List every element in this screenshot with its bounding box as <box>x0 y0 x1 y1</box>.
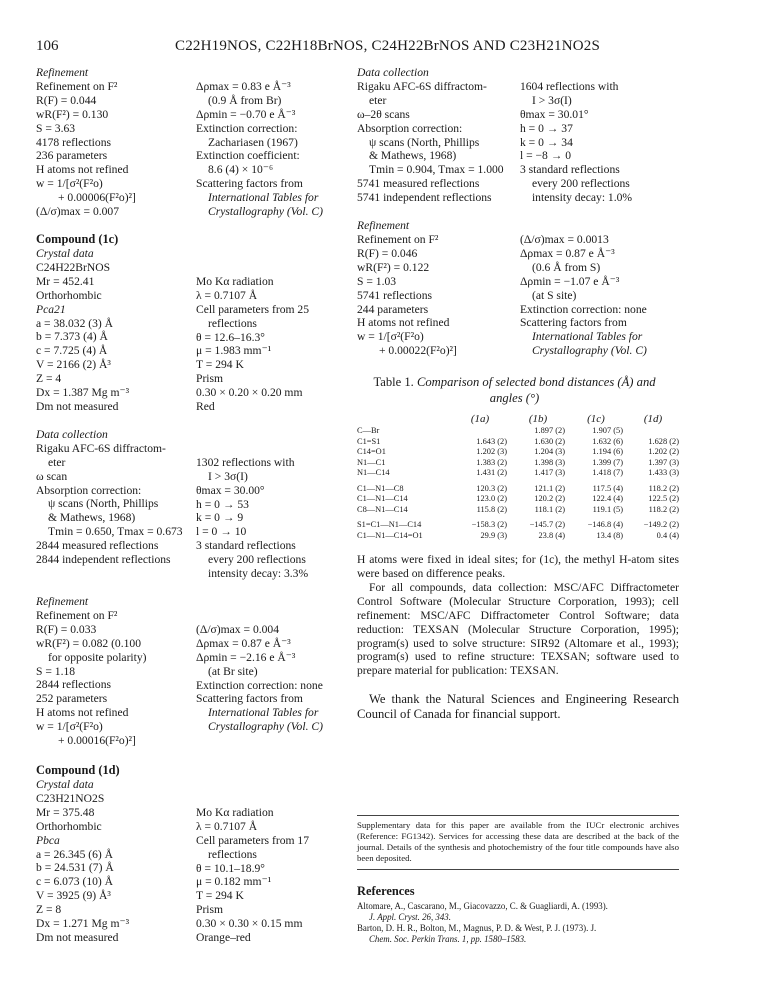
column-header: (1b) <box>528 413 548 426</box>
line: Δρmin = −2.16 e Å⁻³ <box>196 650 296 664</box>
table-cell: 115.8 (2) <box>476 504 507 514</box>
line: (0.9 Å from Br) <box>208 93 282 107</box>
table-cell: −145.7 (2) <box>529 520 565 530</box>
line: for opposite polarity) <box>48 650 147 664</box>
table-cell: 1.630 (2) <box>534 436 565 446</box>
data-collection-block <box>36 442 351 581</box>
table-cell: 1.204 (3) <box>534 447 565 457</box>
acknowledgement: We thank the Natural Sciences and Engineering Research Council of Canada for financial support. <box>357 692 679 722</box>
line: V = 3925 (9) Å³ <box>36 889 111 903</box>
section-heading: Crystal data <box>36 246 94 260</box>
table-cell: 1.202 (2) <box>648 447 679 457</box>
col-a <box>36 261 196 414</box>
table-row <box>357 484 679 495</box>
line: International Tables for <box>208 191 319 205</box>
line: k = 0 → 9 <box>196 511 244 525</box>
line: Absorption correction: <box>357 121 463 135</box>
section-heading: Refinement <box>357 219 410 233</box>
line: I > 3σ(I) <box>208 469 248 483</box>
line: S = 1.18 <box>36 664 76 678</box>
line: Scattering factors from <box>196 692 303 706</box>
line: wR(F²) = 0.122 <box>357 260 430 274</box>
line: Cell parameters from 17 <box>196 833 309 847</box>
line: (Δ/σ)max = 0.0013 <box>519 232 609 246</box>
line: Scattering factors from <box>196 177 303 191</box>
line: Refinement on F² <box>36 608 118 622</box>
table-row <box>357 447 679 458</box>
line: Orange–red <box>196 931 251 945</box>
line: Orthorhombic <box>36 819 102 833</box>
table-cell: C8—N1—C14 <box>357 504 408 514</box>
line: w = 1/[σ²(F²o) <box>36 177 103 191</box>
column-header: (1a) <box>470 413 490 426</box>
line: Tmin = 0.650, Tmax = 0.673 <box>48 525 183 539</box>
table-cell: 1.907 (5) <box>592 426 623 436</box>
line: w = 1/[σ²(F²o) <box>36 720 103 734</box>
reference <box>357 901 687 923</box>
table-cell: C1=S1 <box>357 436 381 446</box>
line: Extinction correction: <box>196 121 298 135</box>
line: Rigaku AFC-6S diffractom- <box>36 441 166 455</box>
line: c = 6.073 (10) Å <box>36 875 114 889</box>
line: R(F) = 0.044 <box>36 93 97 107</box>
line: Pbca <box>36 833 60 847</box>
line: C24H22BrNOS <box>36 260 111 274</box>
table-row <box>357 437 679 448</box>
line: 0.30 × 0.20 × 0.20 mm <box>196 386 303 400</box>
line: T = 294 K <box>196 358 244 372</box>
line: I > 3σ(I) <box>531 93 572 107</box>
table-cell: 1.643 (2) <box>476 436 507 446</box>
col-b <box>196 261 351 414</box>
line: Extinction correction: none <box>196 678 323 692</box>
reference-line: Chem. Soc. Perkin Trans. 1, pp. 1580–1583. <box>369 934 527 944</box>
table-cell: C—Br <box>357 426 380 436</box>
table-cell: C1—N1—C14=O1 <box>357 530 423 540</box>
line: Crystallography (Vol. C) <box>208 205 323 219</box>
line: H atoms not refined <box>36 706 129 720</box>
page-number: 106 <box>36 38 59 54</box>
col-a <box>36 80 196 219</box>
table-caption <box>357 374 672 390</box>
col-a <box>36 792 196 945</box>
line: ψ scans (North, Phillips <box>369 135 480 149</box>
line: Δρmax = 0.87 e Å⁻³ <box>196 636 291 650</box>
table-cell: 1.628 (2) <box>648 436 679 446</box>
line: 8.6 (4) × 10⁻⁶ <box>208 163 273 177</box>
table-cell: N1—C14 <box>357 468 390 478</box>
line: Mr = 452.41 <box>36 274 95 288</box>
table-row <box>357 520 679 531</box>
col-b <box>514 80 672 205</box>
col-a <box>357 233 514 358</box>
line: S = 3.63 <box>36 121 76 135</box>
table-cell: 1.398 (3) <box>534 457 565 467</box>
line: intensity decay: 1.0% <box>531 191 633 205</box>
supplementary-note: Supplementary data for this paper are available from the IUCr electronic archives (Reference: FG1342). Services for accessing these data are described at the back of the journal. Details of the synthesis and photochemistry of the four title compounds have also been deposited. <box>357 820 679 863</box>
line: θ = 12.6–16.3° <box>196 330 265 344</box>
line: Mo Kα radiation <box>196 274 274 288</box>
line: a = 38.032 (3) Å <box>36 316 114 330</box>
line: C23H21NO2S <box>36 791 105 805</box>
column-header: (1c) <box>587 413 605 426</box>
line: l = 0 → 10 <box>196 525 247 539</box>
line: b = 24.531 (7) Å <box>36 861 114 875</box>
table-cell: 13.4 (8) <box>596 530 623 540</box>
line: Dx = 1.271 Mg m⁻³ <box>36 917 130 931</box>
line: Dm not measured <box>36 930 119 944</box>
line: Refinement on F² <box>36 79 118 93</box>
line: reflections <box>208 316 257 330</box>
line: Mr = 375.48 <box>36 805 95 819</box>
refinement-block <box>36 80 351 219</box>
table-cell: 118.2 (2) <box>648 504 679 514</box>
table-cell: −158.3 (2) <box>471 520 507 530</box>
table-row <box>357 494 679 505</box>
line: Δρmax = 0.87 e Å⁻³ <box>519 246 615 260</box>
left-column <box>36 66 351 945</box>
line: eter <box>369 93 387 107</box>
table-cell: 117.5 (4) <box>592 483 623 493</box>
line: Crystallography (Vol. C) <box>531 344 647 358</box>
line: H atoms not refined <box>36 163 129 177</box>
table-cell: 23.8 (4) <box>538 530 565 540</box>
table-cell: 1.383 (2) <box>476 457 507 467</box>
line: h = 0 → 37 <box>519 121 573 135</box>
table-cell: 121.1 (2) <box>534 483 565 493</box>
compound-heading: Compound (1c) <box>36 231 119 246</box>
table-cell: 1.632 (6) <box>592 436 623 446</box>
table-cell: 118.2 (2) <box>648 483 679 493</box>
table-header-row <box>357 412 679 426</box>
table-cell: 120.3 (2) <box>476 483 507 493</box>
table-cell: 123.0 (2) <box>476 494 507 504</box>
paragraph: H atoms were fixed in ideal sites; for (1c), the methyl H-atom sites were based on difference peaks. <box>357 553 679 581</box>
line: (Δ/σ)max = 0.004 <box>196 622 280 636</box>
reference-line: Altomare, A., Cascarano, M., Giacovazzo, C. & Guagliardi, A. (1993). <box>357 901 608 911</box>
table-cell: 0.4 (4) <box>656 530 679 540</box>
line: Zachariasen (1967) <box>208 135 298 149</box>
line: 5741 reflections <box>357 288 433 302</box>
table-cell: 118.1 (2) <box>534 504 565 514</box>
line: Mo Kα radiation <box>196 805 274 819</box>
col-a <box>357 80 514 205</box>
paragraph: For all compounds, data collection: MSC/AFC Diffractometer Control Software (Molecular Structure Corporation, 1993); cell refinement: MSC/AFC Diffractometer Control Software; data reduction: TEXSAN (Molecular Structure Corporation, 1995); program(s) used to solve structure: SIR92 (Altomare et al., 1993); program(s) used to refine structure: TEXSAN; software used to prepare material for publication: TEXSAN. <box>357 580 679 678</box>
col-b <box>196 442 351 581</box>
line: Extinction coefficient: <box>196 149 300 163</box>
line: 2844 reflections <box>36 678 112 692</box>
line: k = 0 → 34 <box>519 135 573 149</box>
line: V = 2166 (2) Å³ <box>36 358 111 372</box>
line: Prism <box>196 903 224 917</box>
line: b = 7.373 (4) Å <box>36 330 108 344</box>
table-cell: 1.418 (7) <box>592 468 623 478</box>
table-cell: 1.433 (3) <box>648 468 679 478</box>
table-cell: 1.194 (6) <box>592 447 623 457</box>
line: 1604 reflections with <box>519 79 619 93</box>
table-cell: −146.8 (4) <box>587 520 623 530</box>
data-collection-block <box>357 80 672 205</box>
reference-line: Barton, D. H. R., Bolton, M., Magnus, P. D. & West, P. J. (1973). J. <box>357 923 597 933</box>
table-cell: S1=C1—N1—C14 <box>357 520 422 530</box>
table-cell: 119.1 (5) <box>592 504 623 514</box>
line: θmax = 30.00° <box>196 483 265 497</box>
table-cell: −149.2 (2) <box>643 520 679 530</box>
section-heading: Crystal data <box>36 777 94 791</box>
line: 5741 independent reflections <box>357 191 492 205</box>
line: Prism <box>196 372 224 386</box>
table-row <box>357 426 679 437</box>
line: Refinement on F² <box>357 232 439 246</box>
col-a <box>36 442 196 581</box>
line: μ = 1.983 mm⁻¹ <box>196 344 272 358</box>
table-row <box>357 458 679 469</box>
table-caption-text: Comparison of selected bond distances (Å) and <box>416 375 656 390</box>
line: R(F) = 0.046 <box>357 246 418 260</box>
line: Δρmin = −1.07 e Å⁻³ <box>519 274 620 288</box>
col-b <box>196 609 351 748</box>
line: 0.30 × 0.30 × 0.15 mm <box>196 917 303 931</box>
line: w = 1/[σ²(F²o) <box>357 330 424 344</box>
table-cell: C1—N1—C8 <box>357 483 404 493</box>
line: eter <box>48 455 66 469</box>
section-heading: Data collection <box>357 66 429 79</box>
reference-line: J. Appl. Cryst. 26, 343. <box>369 912 451 922</box>
rule-top <box>357 815 679 816</box>
line: & Mathews, 1968) <box>48 511 136 525</box>
line: every 200 reflections <box>208 553 306 567</box>
line: 236 parameters <box>36 149 108 163</box>
line: 252 parameters <box>36 692 108 706</box>
running-title: C22H19NOS, C22H18BrNOS, C24H22BrNOS AND C23H21NO2S <box>175 38 601 54</box>
line: (at S site) <box>531 288 577 302</box>
line: 3 standard reflections <box>196 539 296 553</box>
reference <box>357 923 687 945</box>
table-cell: 1.897 (2) <box>534 426 565 436</box>
line: Crystallography (Vol. C) <box>208 720 323 734</box>
table-caption-label: Table 1. <box>373 375 414 390</box>
line: λ = 0.7107 Å <box>196 819 258 833</box>
table-row <box>357 505 679 516</box>
line: 2844 measured reflections <box>36 539 159 553</box>
line: Dx = 1.387 Mg m⁻³ <box>36 386 130 400</box>
table-cell <box>449 426 507 437</box>
line: Dm not measured <box>36 399 119 413</box>
section-heading: Data collection <box>36 427 108 441</box>
line: θ = 10.1–18.9° <box>196 861 265 875</box>
line: + 0.00022(F²o)²] <box>379 344 457 358</box>
line: 4178 reflections <box>36 135 112 149</box>
table-cell: 122.4 (4) <box>592 494 623 504</box>
line: Tmin = 0.904, Tmax = 1.000 <box>369 163 504 177</box>
line: (0.6 Å from S) <box>531 260 601 274</box>
table-cell: 29.9 (3) <box>480 530 507 540</box>
line: 2844 independent reflections <box>36 553 171 567</box>
line: R(F) = 0.033 <box>36 622 97 636</box>
line: International Tables for <box>208 706 319 720</box>
col-b <box>514 233 672 358</box>
table-row <box>357 468 679 479</box>
section-heading: Refinement <box>36 595 89 608</box>
col-a <box>36 609 196 748</box>
references-list <box>357 901 687 945</box>
table-cell: 1.399 (7) <box>592 457 623 467</box>
line: & Mathews, 1968) <box>369 149 457 163</box>
line: θmax = 30.01° <box>519 107 589 121</box>
table-cell: C1—N1—C14 <box>357 494 408 504</box>
line: reflections <box>208 847 257 861</box>
refinement-block <box>357 233 672 358</box>
right-column <box>357 66 679 722</box>
section-heading: Refinement <box>36 66 89 79</box>
table-cell: 1.417 (3) <box>534 468 565 478</box>
line: Cell parameters from 25 <box>196 302 309 316</box>
table-cell: 1.431 (2) <box>476 468 507 478</box>
line: λ = 0.7107 Å <box>196 288 258 302</box>
table-cell: C14=O1 <box>357 447 386 457</box>
table-cell: 120.2 (2) <box>534 494 565 504</box>
line: Δρmin = −0.70 e Å⁻³ <box>196 107 296 121</box>
col-b <box>196 792 351 945</box>
table-row <box>357 531 679 542</box>
line: 5741 measured reflections <box>357 177 480 191</box>
line: T = 294 K <box>196 889 244 903</box>
line: Pca21 <box>36 302 66 316</box>
rule-bottom <box>357 869 679 870</box>
line: (Δ/σ)max = 0.007 <box>36 205 120 219</box>
table-cell: N1—C1 <box>357 457 386 467</box>
line: c = 7.725 (4) Å <box>36 344 108 358</box>
line: every 200 reflections <box>531 177 630 191</box>
table-cell: 1.202 (3) <box>476 447 507 457</box>
table-caption-cont: angles (°) <box>489 391 540 406</box>
references-heading: References <box>357 884 415 898</box>
table-cell: 122.5 (2) <box>648 494 679 504</box>
line: wR(F²) = 0.130 <box>36 107 109 121</box>
line: Δρmax = 0.83 e Å⁻³ <box>196 79 291 93</box>
table-cell: 1.397 (3) <box>648 457 679 467</box>
line: 3 standard reflections <box>519 163 620 177</box>
line: ψ scans (North, Phillips <box>48 497 159 511</box>
line: Z = 8 <box>36 903 62 917</box>
line: 1302 reflections with <box>196 455 295 469</box>
line: l = −8 → 0 <box>519 149 572 163</box>
crystal-data-block <box>36 792 351 945</box>
line: H atoms not refined <box>357 316 450 330</box>
line: + 0.00016(F²o)²] <box>58 734 136 748</box>
compound-heading: Compound (1d) <box>36 762 120 777</box>
table-cell <box>623 426 679 437</box>
line: Scattering factors from <box>519 316 627 330</box>
line: ω scan <box>36 469 68 483</box>
line: wR(F²) = 0.082 (0.100 <box>36 636 142 650</box>
line: + 0.00006(F²o)²] <box>58 191 136 205</box>
line: Red <box>196 400 215 414</box>
line: intensity decay: 3.3% <box>208 567 309 581</box>
line: International Tables for <box>531 330 643 344</box>
line: Rigaku AFC-6S diffractom- <box>357 79 487 93</box>
column-header: (1d) <box>643 413 663 426</box>
refinement-block <box>36 609 351 748</box>
line: Extinction correction: none <box>519 302 647 316</box>
line: μ = 0.182 mm⁻¹ <box>196 875 272 889</box>
col-b <box>196 80 351 219</box>
line: a = 26.345 (6) Å <box>36 847 114 861</box>
bond-table <box>357 412 679 541</box>
line: Absorption correction: <box>36 483 142 497</box>
line: 244 parameters <box>357 302 429 316</box>
line: Orthorhombic <box>36 288 102 302</box>
line: S = 1.03 <box>357 274 397 288</box>
line: ω–2θ scans <box>357 107 410 121</box>
crystal-data-block <box>36 261 351 414</box>
line: Z = 4 <box>36 372 62 386</box>
line: (at Br site) <box>208 664 258 678</box>
line: h = 0 → 53 <box>196 497 249 511</box>
